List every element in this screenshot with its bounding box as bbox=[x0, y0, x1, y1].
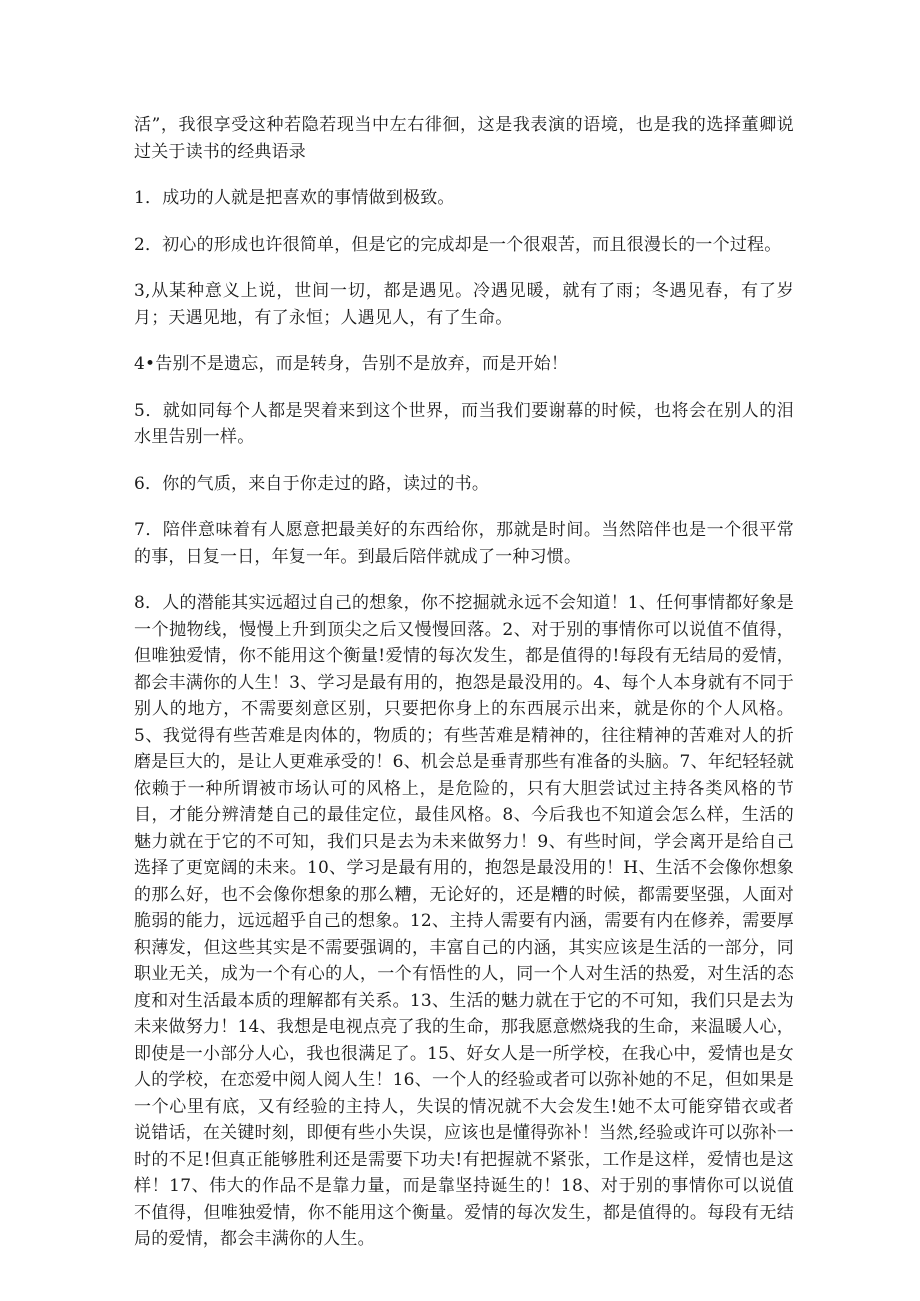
document-body bbox=[134, 112, 794, 1273]
quote-item-3: 3,从某种意义上说，世间一切，都是遇见。冷遇见暖，就有了雨；冬遇见春，有了岁月；天遇见地，有了永恒；人遇见人，有了生命。 bbox=[134, 281, 794, 328]
quote-item-8: 8．人的潜能其实远超过自己的想象，你不挖掘就永远不会知道！1、任何事情都好象是一个抛物线，慢慢上升到顶尖之后又慢慢回落。2、对于别的事情你可以说值不值得，但唯独爱情，你不能用这个衡量!爱情的每次发生，都是值得的!每段有无结局的爱情，都会丰满你的人生！3、学习是最有用的，抱怨是最没用的。4、每个人本身就有不同于别人的地方，不需要刻意区别，只要把你身上的东西展示出来，就是你的个人风格。5、我觉得有些苦难是肉体的，物质的；有些苦难是精神的，往往精神的苦难对人的折磨是巨大的，是让人更难承受的！6、机会总是垂青那些有准备的头脑。7、年纪轻轻就依赖于一种所谓被市场认可的风格上，是危险的，只有大胆尝试过主持各类风格的节目，才能分辨清楚自己的最佳定位，最佳风格。8、今后我也不知道会怎么样，生活的魅力就在于它的不可知，我们只是去为未来做努力！9、有些时间，学会离开是给自己选择了更宽阔的未来。10、学习是最有用的，抱怨是最没用的！H、生活不会像你想象的那么好，也不会像你想象的那么糟，无论好的，还是糟的时候，都需要坚强，人面对脆弱的能力，远远超乎自己的想象。12、主持人需要有内涵，需要有内在修养，需要厚积薄发，但这些其实是不需要强调的，丰富自己的内涵，其实应该是生活的一部分，同职业无关，成为一个有心的人，一个有悟性的人，同一个人对生活的热爱，对生活的态度和对生活最本质的理解都有关系。13、生活的魅力就在于它的不可知，我们只是去为未来做努力！14、我想是电视点亮了我的生命，那我愿意燃烧我的生命，来温暖人心，即使是一小部分人心，我也很满足了。15、好女人是一所学校，在我心中，爱情也是女人的学校，在恋爱中阅人阅人生！16、一个人的经验或者可以弥补她的不足，但如果是一个心里有底，又有经验的主持人，失误的情况就不大会发生!她不太可能穿错衣或者说错话，在关键时刻，即便有些小失误，应该也是懂得弥补！当然,经验或许可以弥补一时的不足!但真正能够胜利还是需要下功夫!有把握就不紧张，工作是这样，爱情也是这样！17、伟大的作品不是靠力量，而是靠坚持诞生的！18、对于别的事情你可以说值不值得，但唯独爱情，你不能用这个衡量。爱情的每次发生，都是值得的。每段有无结局的爱情，都会丰满你的人生。 bbox=[134, 593, 794, 1249]
quote-item-1: 1．成功的人就是把喜欢的事情做到极致。 bbox=[134, 188, 455, 208]
quote-item-2: 2．初心的形成也许很简单，但是它的完成却是一个很艰苦，而且很漫长的一个过程。 bbox=[134, 234, 782, 255]
intro-paragraph: 活”，我很享受这种若隐若现当中左右徘徊，这是我表演的语境，也是我的选择董卿说过关于读书的经典语录 bbox=[134, 115, 794, 162]
quote-item-5: 5．就如同每个人都是哭着来到这个世界，而当我们要谢幕的时候，也将会在别人的泪水里告别一样。 bbox=[134, 400, 794, 447]
quote-item-4: 4•告别不是遗忘，而是转身，告别不是放弃，而是开始！ bbox=[134, 354, 569, 374]
quote-item-7: 7．陪伴意味着有人愿意把最美好的东西给你，那就是时间。当然陪伴也是一个很平常的事，日复一日，年复一年。到最后陪伴就成了一种习惯。 bbox=[134, 520, 794, 567]
quote-item-6: 6．你的气质，来自于你走过的路，读过的书。 bbox=[134, 473, 490, 494]
